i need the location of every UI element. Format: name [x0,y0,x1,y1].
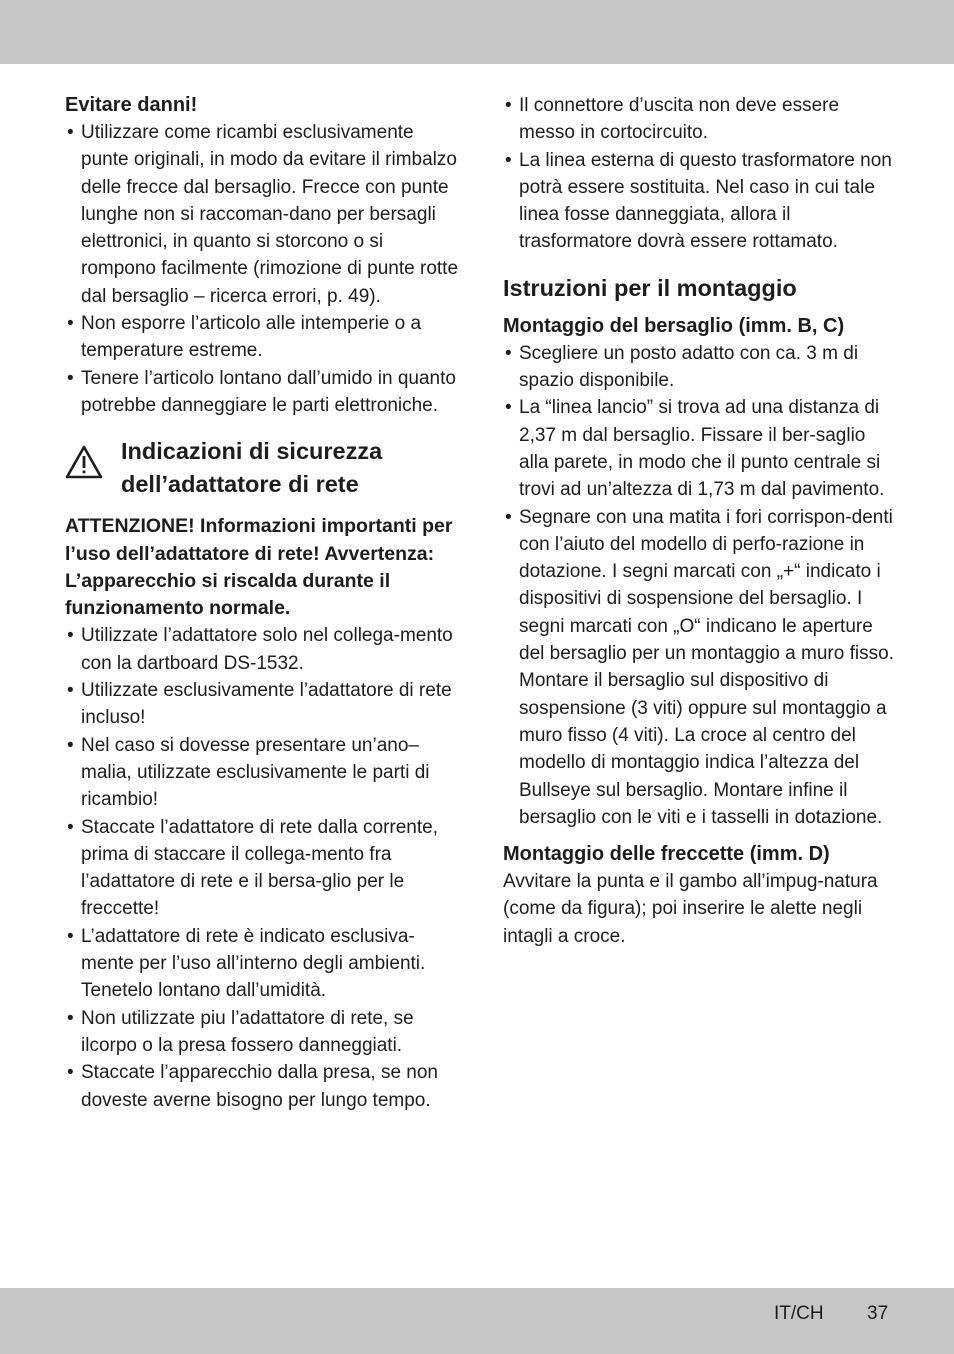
right-column [503,92,898,950]
left-column [65,92,460,1114]
list-item: • L’adattatore di rete è indicato esclusiva-mente per l’uso all’interno degli ambienti. Tenetelo lontano dall’umidità. [65,923,460,1005]
list-item: • La “linea lancio” si trova ad una distanza di 2,37 m dal bersaglio. Fissare il ber-saglio alla parete, in modo che il punto centrale si trovi ad un’altezza di 1,73 m dal pavimento. [503,394,898,503]
list-item: • Segnare con una matita i fori corrispon-denti con l’aiuto del modello di perfo-razione in dotazione. I segni marcati con „+“ indicato i dispositivi di sospensione del bersaglio. I segni marcati con „O“ indicano le aperture del bersaglio per un montaggio a muro fisso. Montare il bersaglio sul dispositivo di sospensione (3 viti) oppure sul montaggio a muro fisso (4 viti). La croce al centro del modello di montaggio indica l’altezza del Bullseye sul bersaglio. Montare infine il bersaglio con le viti e i tasselli in dotazione. [503,504,898,832]
list-item: • Il connettore d’uscita non deve essere messo in cortocircuito. [503,92,898,147]
list-item: • Utilizzare come ricambi esclusivamente punte originali, in modo da evitare il rimbalzo delle frecce dal bersaglio. Frecce con punte lunghe non si raccoman-dano per bersagli elettronici, in quanto si storcono o si rompono facilmente (rimozione di punte rotte dal bersaglio – ricerca errori, p. 49). [65,119,460,310]
footer-language: IT/CH [774,1303,824,1324]
list-item: • Staccate l’apparecchio dalla presa, se non doveste averne bisogno per lungo tempo. [65,1059,460,1114]
board-assembly-heading: Montaggio del bersaglio (imm. B, C) [503,314,845,337]
list-item: • Utilizzate esclusivamente l’adattatore di rete incluso! [65,677,460,732]
assembly-heading: Istruzioni per il montaggio [503,274,797,301]
header-bar [0,0,954,64]
darts-assembly-heading: Montaggio delle freccette (imm. D) [503,843,830,866]
list-item: • Utilizzate l’adattatore solo nel collega-mento con la dartboard DS-1532. [65,622,460,677]
list-item: • Non utilizzate piu l’adattatore di rete, se ilcorpo o la presa fossero danneggiati. [65,1005,460,1060]
warning-triangle-icon [65,445,103,479]
list-item: • Nel caso si dovesse presentare un’ano–malia, utilizzate esclusivamente le parti di ricambio! [65,732,460,814]
page-number: 37 [867,1303,889,1324]
darts-assembly-text: Avvitare la punta e il gambo all’impug-natura (come da figura); poi inserire le alette negli intagli a croce. [503,871,878,947]
board-assembly-list [503,340,898,831]
list-item: • Non esporre l’articolo alle intemperie o a temperature estreme. [65,310,460,365]
safety-list-continued [503,92,898,256]
safety-heading: Indicazioni di sicurezza dell’adattatore di rete [121,438,383,498]
section-heading-avoid-damage: Evitare danni! [65,94,198,116]
list-item: • Tenere l’articolo lontano dall’umido in quanto potrebbe danneggiare le parti elettroniche. [65,365,460,420]
safety-heading-block [65,435,460,501]
list-item: • Staccate l’adattatore di rete dalla corrente, prima di staccare il collega-mento fra l’adattatore di rete e il bersa-glio per le freccette! [65,814,460,923]
list-item: • Scegliere un posto adatto con ca. 3 m di spazio disponibile. [503,340,898,395]
warning-text: ATTENZIONE! Informazioni importanti per l’uso dell’adattatore di rete! Avvertenza: L’apparecchio si riscalda durante il funzionamento normale. [65,515,453,620]
safety-list [65,622,460,1113]
list-item: • La linea esterna di questo trasformatore non potrà essere sostituita. Nel caso in cui tale linea fosse danneggiata, allora il trasformatore dovrà essere rottamato. [503,147,898,256]
avoid-damage-list [65,119,460,419]
